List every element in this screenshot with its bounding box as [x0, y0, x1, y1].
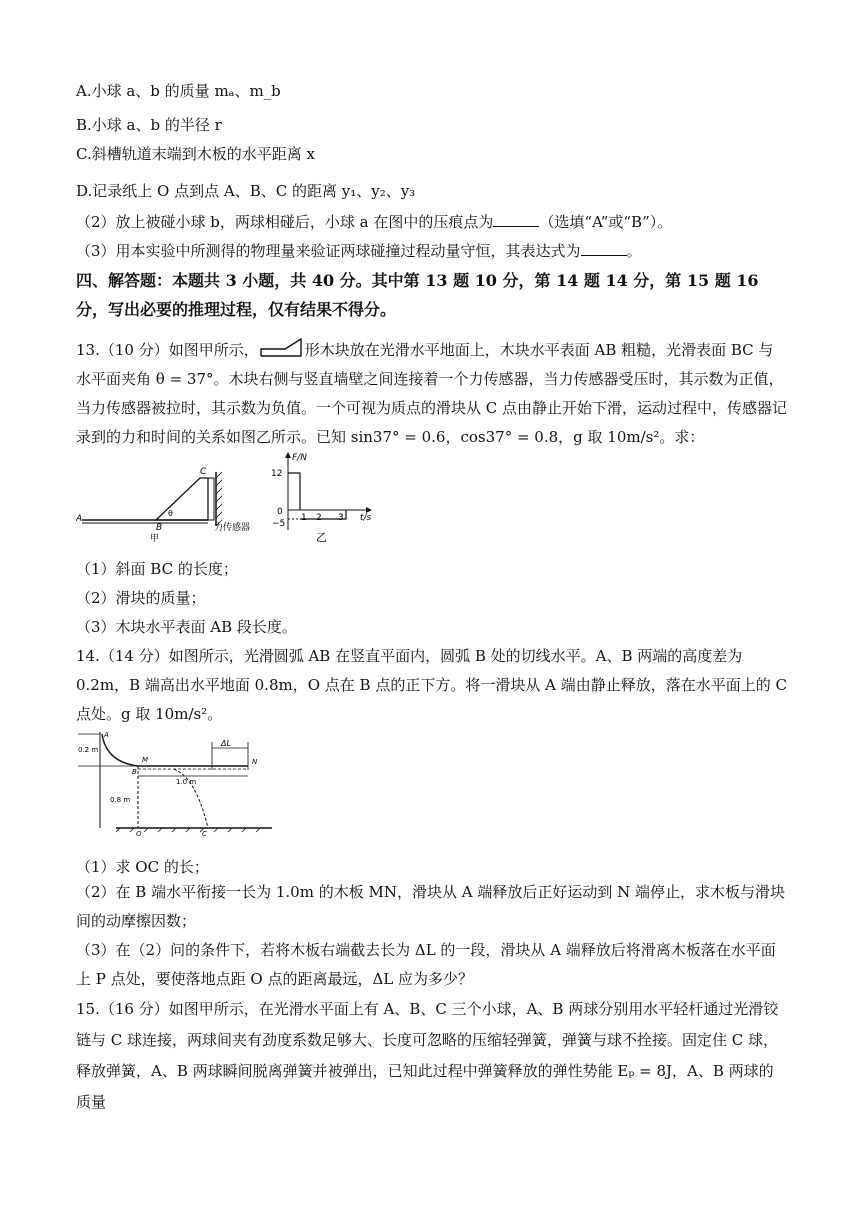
question-13-2: （2）滑块的质量；	[76, 589, 206, 607]
tick-0: 0	[277, 507, 283, 517]
question-13-3: （3）木块水平表面 AB 段长度。	[76, 618, 297, 636]
tick-minus5: −5	[272, 519, 286, 529]
label-len: 1.0 m	[176, 778, 197, 786]
label-ts: t/s	[360, 513, 372, 523]
tick-2: 2	[316, 513, 322, 523]
question-13-1: （1）斜面 BC 的长度；	[76, 560, 238, 578]
label-theta: θ	[168, 509, 173, 518]
p13-body: 形木块放在光滑水平地面上，木块水平表面 AB 粗糙，光滑表面 BC 与水平面夹角 θ = 37°。木块右侧与竖直墙壁之间连接着一个力传感器，当力传感器受压时，其示数为正值，当力传感器被拉时，其示数为负值。一个可视为质点的滑块从 C 点由静止开始下滑，运动过程中，传感器记录到的力和时间的关系如图乙所示。已知 sin37° = 0.6，cos37° = 0.8，g 取 10m/s²。求：	[76, 341, 788, 446]
label-dl: ΔL	[221, 739, 231, 748]
wedge-shape-icon	[259, 337, 305, 359]
q3-text-b: 。	[626, 242, 642, 260]
label-fn: F/N	[292, 453, 307, 463]
problem-15-text: 15.（16 分）如图甲所示，在光滑水平面上有 A、B、C 三个小球，A、B 两球分别用水平轻杆通过光滑铰链与 C 球连接，两球间夹有劲度系数足够大、长度可忽略的压缩轻弹簧，弹簧与球不拴接。固定住 C 球，释放弹簧，A、B 两球瞬间脱离弹簧并被弹出，已知此过程中弹簧释放的弹性势能 Eₚ = 8J，A、B 两球的质量	[76, 1000, 779, 1111]
figure-13	[76, 448, 376, 543]
question-14-1: （1）求 OC 的长；	[76, 858, 209, 876]
problem-14-text: 14.（14 分）如图所示，光滑圆弧 AB 在竖直平面内，圆弧 B 处的切线水平。A、B 两端的高度差为 0.2m，B 端高出水平地面 0.8m，O 点在 B 点的正下方。将一滑块从 A 端由静止释放，落在水平面上的 C 点处。g 取 10m/s²。	[76, 647, 787, 723]
question-14-3: （3）在（2）问的条件下，若将木板右端截去长为 ΔL 的一段，滑块从 A 端释放后将滑离木板落在水平面上 P 点处，要使落地点距 O 点的距离最远，ΔL 应为多少？	[76, 941, 776, 988]
label-b: B	[156, 523, 163, 533]
option-d: D.记录纸上 O 点到点 A、B、C 的距离 y₁、y₂、y₃	[76, 182, 416, 200]
figure-13-jia	[76, 467, 250, 543]
problem-13-text	[76, 336, 788, 452]
label-c: C	[202, 830, 207, 836]
answer-blank	[581, 241, 627, 256]
option-c: C.斜槽轨道末端到木板的水平距离 x	[76, 145, 315, 163]
q3-text-a: （3）用本实验中所测得的物理量来验证两球碰撞过程动量守恒，其表达式为	[76, 242, 581, 260]
option-b: B.小球 a、b 的半径 r	[76, 116, 222, 134]
label-o: O	[136, 830, 142, 836]
label-a: A	[104, 731, 109, 739]
tick-3: 3	[338, 513, 344, 523]
label-m: M	[142, 756, 149, 764]
tick-12: 12	[271, 469, 283, 479]
option-a: A.小球 a、b 的质量 mₐ、m_b	[76, 82, 281, 100]
q2-text-a: （2）放上被碰小球 b，两球相碰后，小球 a 在图中的压痕点为	[76, 213, 494, 231]
label-c: C	[200, 467, 207, 477]
figure-13-yi	[271, 452, 372, 543]
label-sensor: 力传感器	[214, 523, 251, 533]
p13-lead: 13.（10 分）如图甲所示，	[76, 341, 259, 359]
label-h02: 0.2 m	[78, 746, 99, 754]
label-a: A	[76, 514, 83, 524]
section-4-heading: 四、解答题：本题共 3 小题，共 40 分。其中第 13 题 10 分，第 14 题 14 分，第 15 题 16 分，写出必要的推理过程，仅有结果不得分。	[76, 271, 759, 319]
label-jia: 甲	[150, 534, 160, 543]
label-h08: 0.8 m	[110, 796, 131, 804]
answer-blank	[493, 212, 539, 227]
question-12-3	[76, 240, 642, 262]
question-14-2: （2）在 B 端水平衔接一长为 1.0m 的木板 MN，滑块从 A 端释放后正好运动到 N 端停止，求木板与滑块间的动摩擦因数；	[76, 883, 786, 930]
label-yi: 乙	[316, 531, 327, 543]
tick-1: 1	[301, 513, 307, 523]
question-12-2	[76, 211, 672, 233]
q2-text-b: （选填“A”或“B”）。	[539, 213, 673, 231]
figure-14	[76, 728, 276, 836]
label-n: N	[252, 758, 258, 766]
label-b: B	[132, 768, 137, 776]
